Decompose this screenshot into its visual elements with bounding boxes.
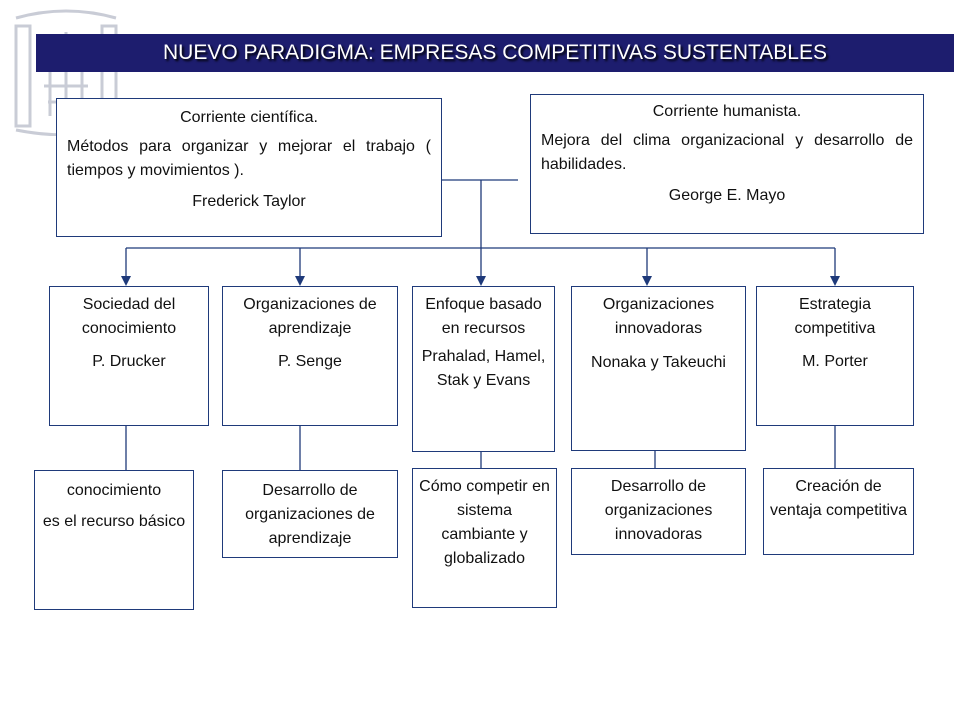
competitive-strategy-label: Estrategia competitiva (794, 296, 876, 337)
compete-changing-system-text: Cómo competir en sistema cambiante y globalizado (419, 478, 550, 567)
humanist-author: George E. Mayo (668, 187, 786, 204)
resource-based-author: Prahalad, Hamel, Stak y Evans (421, 348, 546, 389)
innovative-development-text: Desarrollo de organizaciones innovadoras (604, 478, 713, 543)
knowledge-society-label: Sociedad del conocimiento (81, 296, 177, 337)
innovative-organizations-author: Nonaka y Takeuchi (591, 354, 726, 371)
knowledge-resource-line2: es el recurso básico (42, 513, 186, 530)
scientific-body: Métodos para organizar y mejorar el trabajo ( tiempos y movimientos ). (67, 138, 431, 179)
page-title: NUEVO PARADIGMA: EMPRESAS COMPETITIVAS SUSTENTABLES (36, 34, 954, 72)
humanist-body: Mejora del clima organizacional y desarrollo de habilidades. (541, 132, 913, 173)
scientific-heading: Corriente científica. (180, 109, 318, 126)
learning-organizations-box (222, 286, 398, 426)
compete-changing-system-box (412, 468, 557, 608)
scientific-author: Frederick Taylor (192, 193, 306, 210)
competitive-advantage-text: Creación de ventaja competitiva (770, 478, 907, 519)
resource-based-label: Enfoque basado en recursos (425, 296, 542, 337)
resource-based-box (412, 286, 555, 452)
scientific-current-box (56, 98, 442, 237)
competitive-advantage-box (763, 468, 914, 555)
humanist-current-box (530, 94, 924, 234)
learning-organizations-label: Organizaciones de aprendizaje (243, 296, 377, 337)
knowledge-resource-box (34, 470, 194, 610)
knowledge-society-author: P. Drucker (92, 353, 166, 370)
learning-development-text: Desarrollo de organizaciones de aprendizaje (245, 482, 375, 547)
innovative-organizations-label: Organizaciones innovadoras (602, 296, 715, 337)
innovative-development-box (571, 468, 746, 555)
humanist-heading: Corriente humanista. (652, 103, 802, 120)
innovative-organizations-box (571, 286, 746, 451)
competitive-strategy-author: M. Porter (802, 353, 868, 370)
learning-development-box (222, 470, 398, 558)
knowledge-society-box (49, 286, 209, 426)
knowledge-resource-line1: conocimiento (66, 482, 162, 499)
learning-organizations-author: P. Senge (278, 353, 342, 370)
competitive-strategy-box (756, 286, 914, 426)
